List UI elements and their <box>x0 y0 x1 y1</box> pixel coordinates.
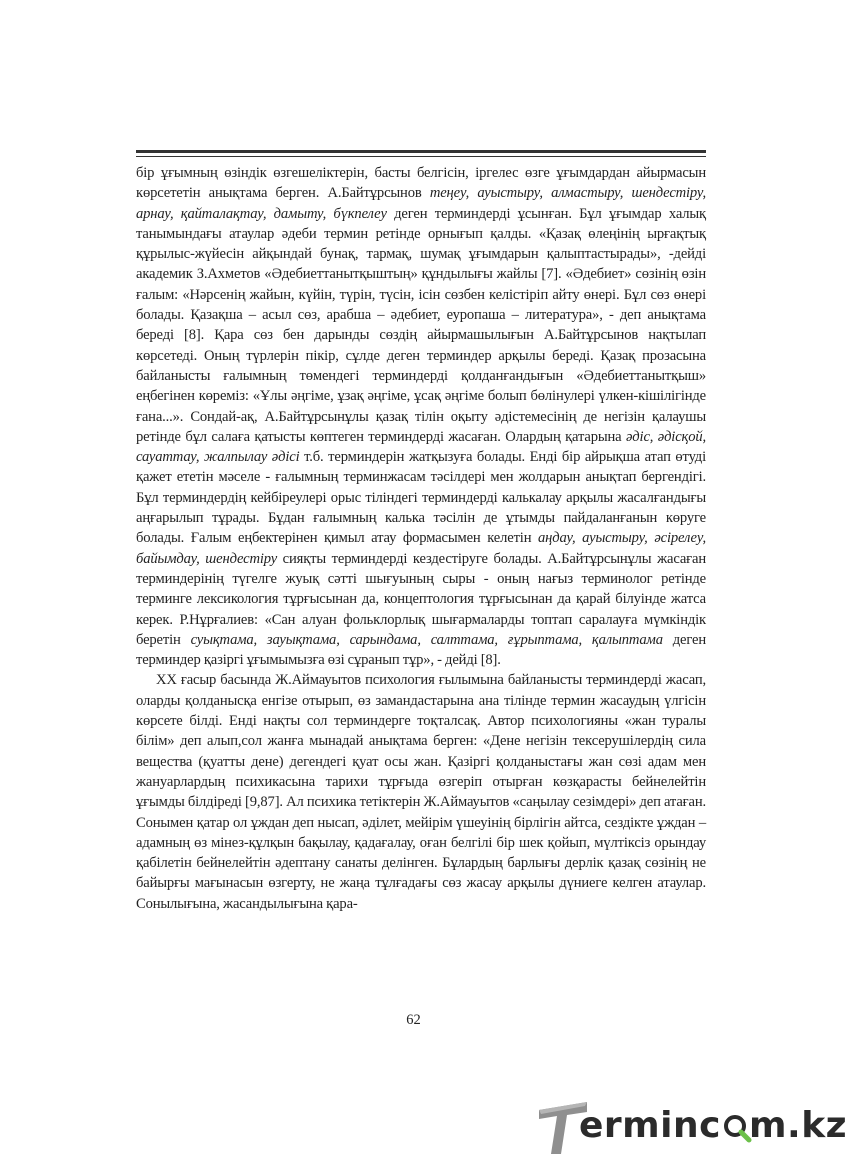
text-run: т.б. терминдерін жатқызуға болады. Енді бір айрықша атап өтуді қажет ететін мәселе - ғалымның терминжасам тәсілдері мен жолдарын анықтап бергендігі. Бұл терминдердің кейбіреулері орыс тіліндегі терминдерді калькалау арқылы жасалғандығы аңғарылып тұрады. Бұдан ғалымның калька тәсілін де ұтымды пайдаланғанын көруге болады. Ғалым еңбектерінен қимыл атау формасымен келетін <box>136 449 706 547</box>
body-text <box>136 163 706 914</box>
termincom-logo <box>537 1098 847 1158</box>
text-run: XX ғасыр басында Ж.Аймауытов психология ғылымына байланысты терминдерді жасап, оларды қолданысқа енгізе отырып, өз замандастарына ана тілінде термин жасаудың үлгісін көрсете білді. Енді нақты сол терминдерге тоқталсақ. Автор психологияны «жан туралы білім» деп алып,сол жанға мынадай анықтама берген: «Дене негізін тексерушілердің сила вещества (қуатты дене) дегендегі қуат осы жан. Қазіргі қолданыстағы жан сөзі адам мен жануарлардың психикасына тарихи тұрғыда өзгеріп отырған көзқарасты бейнелейтін ұғымды білдіреді [9,87]. Ал психика тетіктерін Ж.Аймауытов «саңылау сезімдері» деп атаған. Сонымен қатар ол ұждан деп нысап, әділет, мейірім үшеуінің бірлігін айтса, сездікте ұждан – адамның өз мінез-құлқын бақылау, қадағалау, оған белгілі бір шек қойып, мүлтіксіз орындау қабілетін бейнелейтін әдептану санаты делінген. Бұлардың барлығы дерлік қазақ сөзінің не байырғы мағынасын өзгерту, не жаңа тұлғадағы сөз жасау арқылы дүниеге келген атаулар. Сонылығына, жасандылығына қара- <box>136 672 706 912</box>
logo-text-part: erminc <box>579 1105 721 1146</box>
paragraph-2 <box>136 670 706 914</box>
italic-term-list: әдіс, әдісқой, сауаттау, жалпылау әдісі <box>136 428 707 466</box>
header-rule-thin <box>136 156 706 157</box>
text-run: деген терминдер қазіргі ұғымымызға өзі сұранып тұр», - дейді [8]. <box>136 631 706 669</box>
text-run: бір ұғымның өзіндік өзгешеліктерін, басты белгісін, іргелес өзге ұғымдардан айырмасын көрсететін анықтама берген. А.Байтұрсынов <box>136 165 706 202</box>
paragraph-1 <box>136 163 706 670</box>
italic-term-list: аңдау, ауыстыру, әсірелеу, байымдау, шендестіру <box>136 530 706 567</box>
text-run: деген терминдерді ұсынған. Бұл ұғымдар халық танымындағы атаулар әдеби термин ретінде орнығып қалды. «Қазақ өлеңінің ырғақтық құрылыс-жүйесін айқындай бунақ, тармақ, шумақ ұғымдарын қалыптастырады», -дейді академик З.Ахметов «Әдебиеттанытқыштың» құндылығы жайлы [7]. «Әдебиет» сөзінің өзін ғалым: «Нәрсенің жайын, күйін, түрін, түсін, ісін сөзбен келістіріп айту өнері. Бұл сөз өнері болады. Қазақша – асыл сөз, арабша – әдебиет, еуропаша – литература», - деп анықтама береді [8]. Қара сөз бен дарынды сөздің айырмашылығын А.Байтұрсынов нақтылап көрсетеді. Оның түрлерін пікір, сұлде деген терминдер арқылы береді. Қазақ прозасына байланысты ғалымның төмендегі терминдерді қолданғандығын «Әдебиеттанытқыш» еңбегінен көреміз: «Ұлы әңгіме, ұзақ әңгіме, ұсақ әңгіме болып бөлінулері үлкен-кішілігінде ғана...». Сондай-ақ, А.Байтұрсынұлы қазақ тілін оқыту әдістемесінің де негізін қалаушы ретінде бұл салаға қатысты көптеген терминдерді жасаған. Олардың қатарына <box>136 205 706 445</box>
logo-text-part: m.kz <box>749 1105 847 1146</box>
text-run: сияқты терминдерді кездестіруге болады. А.Байтұрсынұлы жасаған терминдерінің түгелге жуық сәтті шығуының сыры - оның нағыз терминолог ретінде терминге лексикология тұрғысынан да, концептология тұрғысынан да қарай білуінде жатса керек. Р.Нұрғалиев: «Сан алуан фольклорлық шығармаларды топтап саралауға мүмкіндік беретін <box>136 550 706 648</box>
page-number: 62 <box>406 1012 421 1028</box>
logo-text <box>579 1105 847 1146</box>
header-rule-thick <box>136 150 706 153</box>
logo-o-magnifier <box>722 1113 748 1139</box>
italic-term-list: теңеу, ауыстыру, алмастыру, шендестіру, арнау, қайталақтау, дамыту, бүкпелеу <box>136 185 706 222</box>
italic-term-list: суықтама, зауықтама, сарындама, салттама, ғұрыптама, қалыптама <box>190 631 663 648</box>
